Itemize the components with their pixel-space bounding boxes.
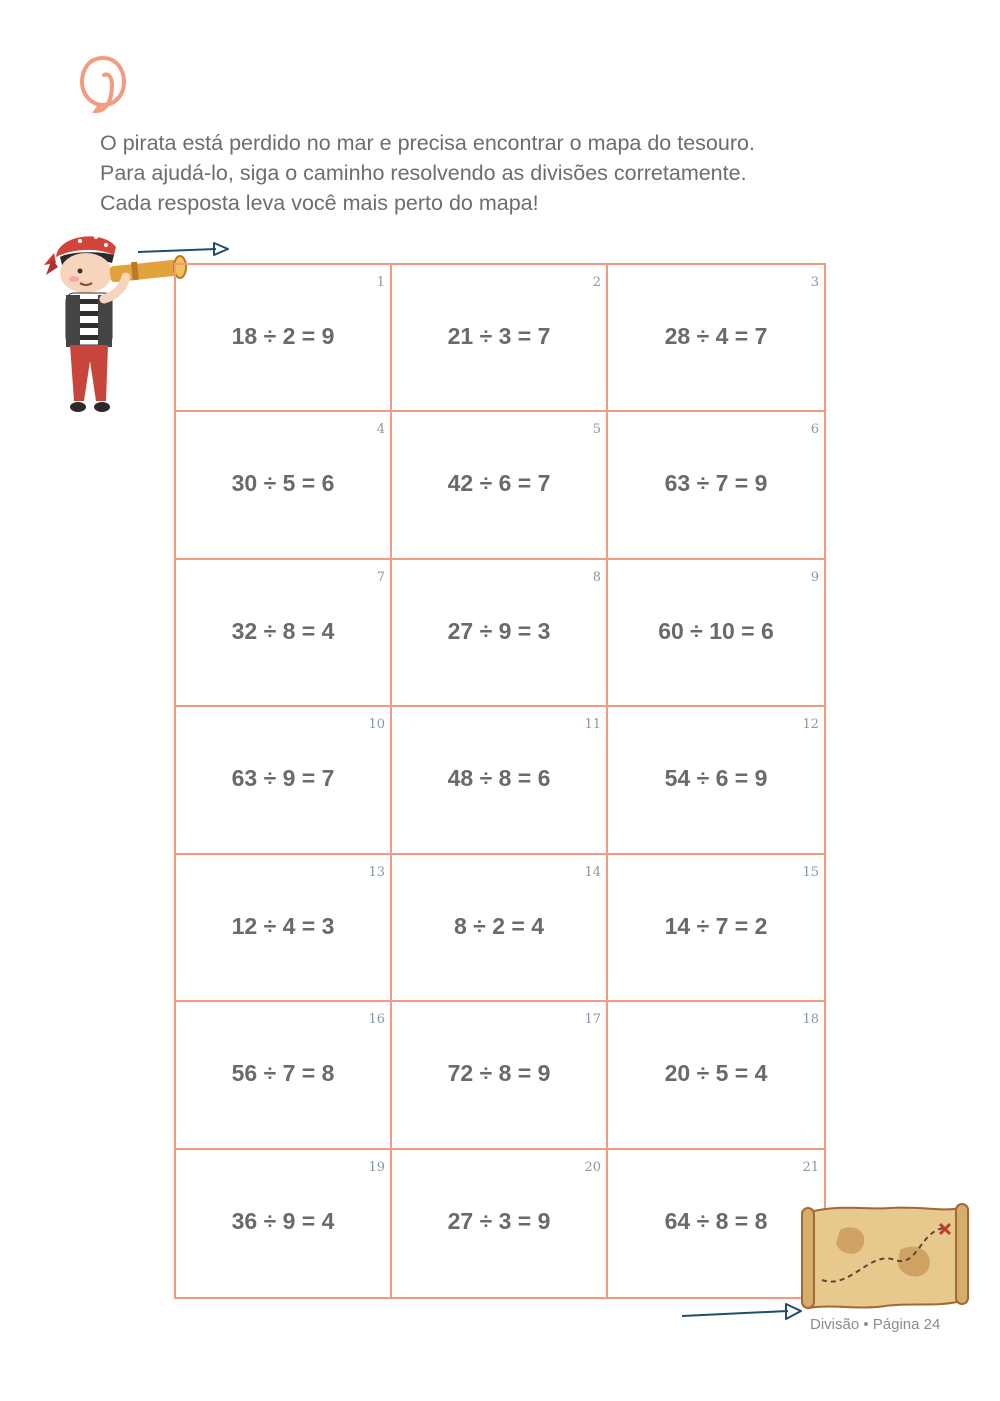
grid-cell[interactable]: [608, 855, 824, 1002]
cell-number: 4: [376, 422, 385, 438]
grid-cell[interactable]: [392, 855, 608, 1002]
cell-number: 10: [368, 717, 385, 733]
cell-number: 15: [802, 864, 819, 880]
grid-cell[interactable]: [392, 560, 608, 707]
grid-cell[interactable]: [608, 1150, 824, 1297]
grid-cell[interactable]: [176, 1002, 392, 1149]
grid-cell[interactable]: [176, 855, 392, 1002]
cell-equation: 12 ÷ 4 = 3: [231, 912, 335, 939]
cell-equation: 32 ÷ 8 = 4: [231, 617, 335, 644]
cell-equation: 64 ÷ 8 = 8: [664, 1207, 768, 1234]
grid-cell[interactable]: [608, 265, 824, 412]
cell-equation: 30 ÷ 5 = 6: [231, 470, 335, 497]
cell-number: 12: [802, 717, 819, 733]
arrow-right-icon: [136, 240, 231, 260]
cell-equation: 28 ÷ 4 = 7: [664, 323, 768, 349]
grid-cell[interactable]: [608, 412, 824, 559]
cell-equation: 8 ÷ 2 = 4: [454, 912, 544, 939]
cell-equation: 72 ÷ 8 = 9: [447, 1060, 551, 1087]
grid-cell[interactable]: [176, 265, 392, 412]
cell-number: 19: [368, 1159, 385, 1175]
cell-equation: 27 ÷ 3 = 9: [447, 1207, 551, 1234]
cell-number: 21: [802, 1159, 819, 1175]
grid-cell[interactable]: [608, 1002, 824, 1149]
cell-equation: 18 ÷ 2 = 9: [231, 323, 335, 349]
cell-equation: 56 ÷ 7 = 8: [231, 1060, 335, 1087]
cell-equation: 20 ÷ 5 = 4: [664, 1060, 768, 1087]
instruction-line-2: Para ajudá-lo, siga o caminho resolvendo as divisões corretamente.: [100, 161, 747, 185]
page-footer: Divisão • Página 24: [810, 1316, 941, 1333]
cell-equation: 14 ÷ 7 = 2: [664, 912, 768, 939]
cell-equation: 54 ÷ 6 = 9: [664, 765, 768, 792]
instruction-line-3: Cada resposta leva você mais perto do mapa!: [100, 191, 539, 215]
cell-number: 13: [368, 864, 385, 880]
grid-cell[interactable]: [392, 1150, 608, 1297]
instruction-line-1: O pirata está perdido no mar e precisa encontrar o mapa do tesouro.: [100, 131, 755, 155]
grid-cell[interactable]: [176, 707, 392, 854]
grid-cell[interactable]: [608, 707, 824, 854]
cell-number: 3: [810, 275, 819, 290]
grid-cell[interactable]: [392, 707, 608, 854]
cell-number: 1: [376, 275, 385, 290]
grid-cell[interactable]: [176, 560, 392, 707]
grid-cell[interactable]: [176, 1150, 392, 1297]
grid-cell[interactable]: [392, 1002, 608, 1149]
cell-equation: 63 ÷ 7 = 9: [664, 470, 768, 497]
cell-equation: 27 ÷ 9 = 3: [447, 617, 551, 644]
cell-number: 7: [376, 569, 385, 585]
cell-number: 20: [584, 1159, 601, 1175]
treasure-map-icon: [800, 1200, 970, 1312]
arrow-right-icon: [680, 1300, 805, 1324]
grid-cell[interactable]: [392, 265, 608, 412]
cell-number: 18: [802, 1012, 819, 1028]
cell-number: 6: [810, 422, 819, 438]
grid-cell[interactable]: [176, 412, 392, 559]
cell-number: 2: [592, 275, 601, 290]
grid-cell[interactable]: [392, 412, 608, 559]
cell-number: 11: [584, 717, 601, 733]
cell-equation: 21 ÷ 3 = 7: [447, 323, 551, 349]
cell-equation: 60 ÷ 10 = 6: [658, 617, 774, 644]
division-grid: [174, 263, 826, 1299]
cell-equation: 36 ÷ 9 = 4: [231, 1207, 335, 1234]
cell-equation: 48 ÷ 8 = 6: [447, 765, 551, 792]
cell-equation: 63 ÷ 9 = 7: [231, 765, 335, 792]
grid-cell[interactable]: [608, 560, 824, 707]
cell-number: 14: [584, 864, 601, 880]
cell-number: 5: [592, 422, 601, 438]
cell-number: 16: [368, 1012, 385, 1028]
instructions: [100, 128, 920, 218]
cell-number: 9: [810, 569, 819, 585]
cell-number: 17: [584, 1012, 601, 1028]
cell-equation: 42 ÷ 6 = 7: [447, 470, 551, 497]
speech-bubble-logo-icon: [78, 55, 128, 113]
cell-number: 8: [592, 569, 601, 585]
